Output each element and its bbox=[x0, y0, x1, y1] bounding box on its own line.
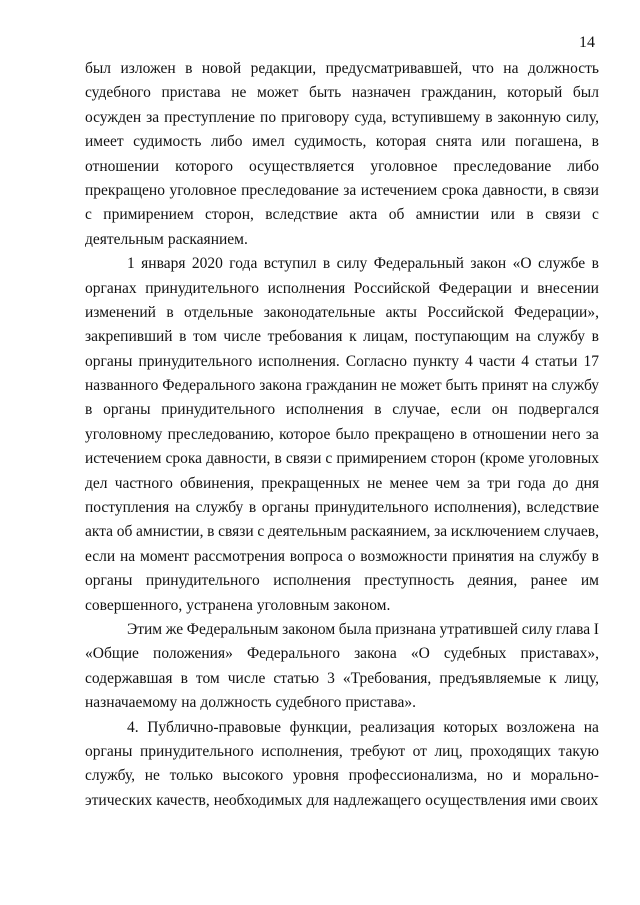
text-line: если на момент рассмотрения вопроса о возможности принятия на службу в bbox=[85, 547, 599, 565]
text-line: акта об амнистии, в связи с деятельным раскаянием, за исключением случаев, bbox=[85, 523, 599, 541]
text-line: органы принудительного исполнения, требуют от лиц, проходящих такую bbox=[85, 742, 599, 760]
paragraph bbox=[85, 618, 599, 716]
paragraph bbox=[85, 57, 599, 252]
page-number: 14 bbox=[579, 34, 595, 51]
text-line: с примирением сторон, вследствие акта об амнистии или в связи с bbox=[85, 206, 599, 224]
text-line: в органы принудительного исполнения в случае, если он подвергался bbox=[85, 401, 599, 419]
text-line: имеет судимость либо имел судимость, которая снята или погашена, в bbox=[85, 133, 599, 151]
text-line: поступления на службу в органы принудительного исполнения), вследствие bbox=[85, 499, 599, 517]
text-line: органах принудительного исполнения Российской Федерации и внесении bbox=[85, 279, 599, 297]
text-line: истечением срока давности, в связи с примирением сторон (кроме уголовных bbox=[85, 450, 599, 468]
text-line: органы принудительного исполнения. Согласно пункту 4 части 4 статьи 17 bbox=[85, 352, 599, 370]
paragraph bbox=[85, 252, 599, 618]
paragraph bbox=[85, 716, 599, 814]
text-line: совершенного, устранена уголовным законом. bbox=[85, 596, 391, 614]
text-line: названного Федерального закона гражданин не может быть принят на службу bbox=[85, 377, 599, 395]
text-line: уголовному преследованию, которое было прекращено в отношении него за bbox=[85, 425, 599, 443]
text-line: службу, не только высокого уровня профессионализма, но и морально- bbox=[85, 767, 599, 785]
text-line: осужден за преступление по приговору суда, вступившему в законную силу, bbox=[85, 108, 599, 126]
text-line: закрепивший в том числе требования к лицам, поступающим на службу в bbox=[85, 328, 599, 346]
text-line: «Общие положения» Федерального закона «О судебных приставах», bbox=[85, 645, 599, 663]
text-line: судебного пристава не может быть назначен гражданин, который был bbox=[85, 84, 599, 102]
text-line: 4. Публично-правовые функции, реализация которых возложена на bbox=[127, 718, 599, 736]
text-line: Этим же Федеральным законом была признана утратившей силу глава I bbox=[127, 620, 599, 638]
text-line: дел частного обвинения, прекращенных не менее чем за три года до дня bbox=[85, 474, 599, 492]
body-text bbox=[85, 57, 599, 813]
text-line: прекращено уголовное преследование за истечением срока давности, в связи bbox=[85, 181, 599, 199]
text-line: изменений в отдельные законодательные акты Российской Федерации», bbox=[85, 303, 599, 321]
text-line: отношении которого осуществляется уголовное преследование либо bbox=[85, 157, 599, 175]
text-line: был изложен в новой редакции, предусматривавшей, что на должность bbox=[85, 60, 599, 77]
text-line: этических качеств, необходимых для надлежащего осуществления ими своих bbox=[85, 791, 599, 809]
text-line: деятельным раскаянием. bbox=[85, 230, 248, 248]
text-line: органы принудительного исполнения преступность деяния, ранее им bbox=[85, 572, 599, 590]
text-line: 1 января 2020 года вступил в силу Федеральный закон «О службе в bbox=[127, 255, 599, 273]
text-line: назначаемому на должность судебного пристава». bbox=[85, 694, 417, 712]
text-line: содержавшая в том числе статью 3 «Требования, предъявляемые к лицу, bbox=[85, 669, 599, 687]
